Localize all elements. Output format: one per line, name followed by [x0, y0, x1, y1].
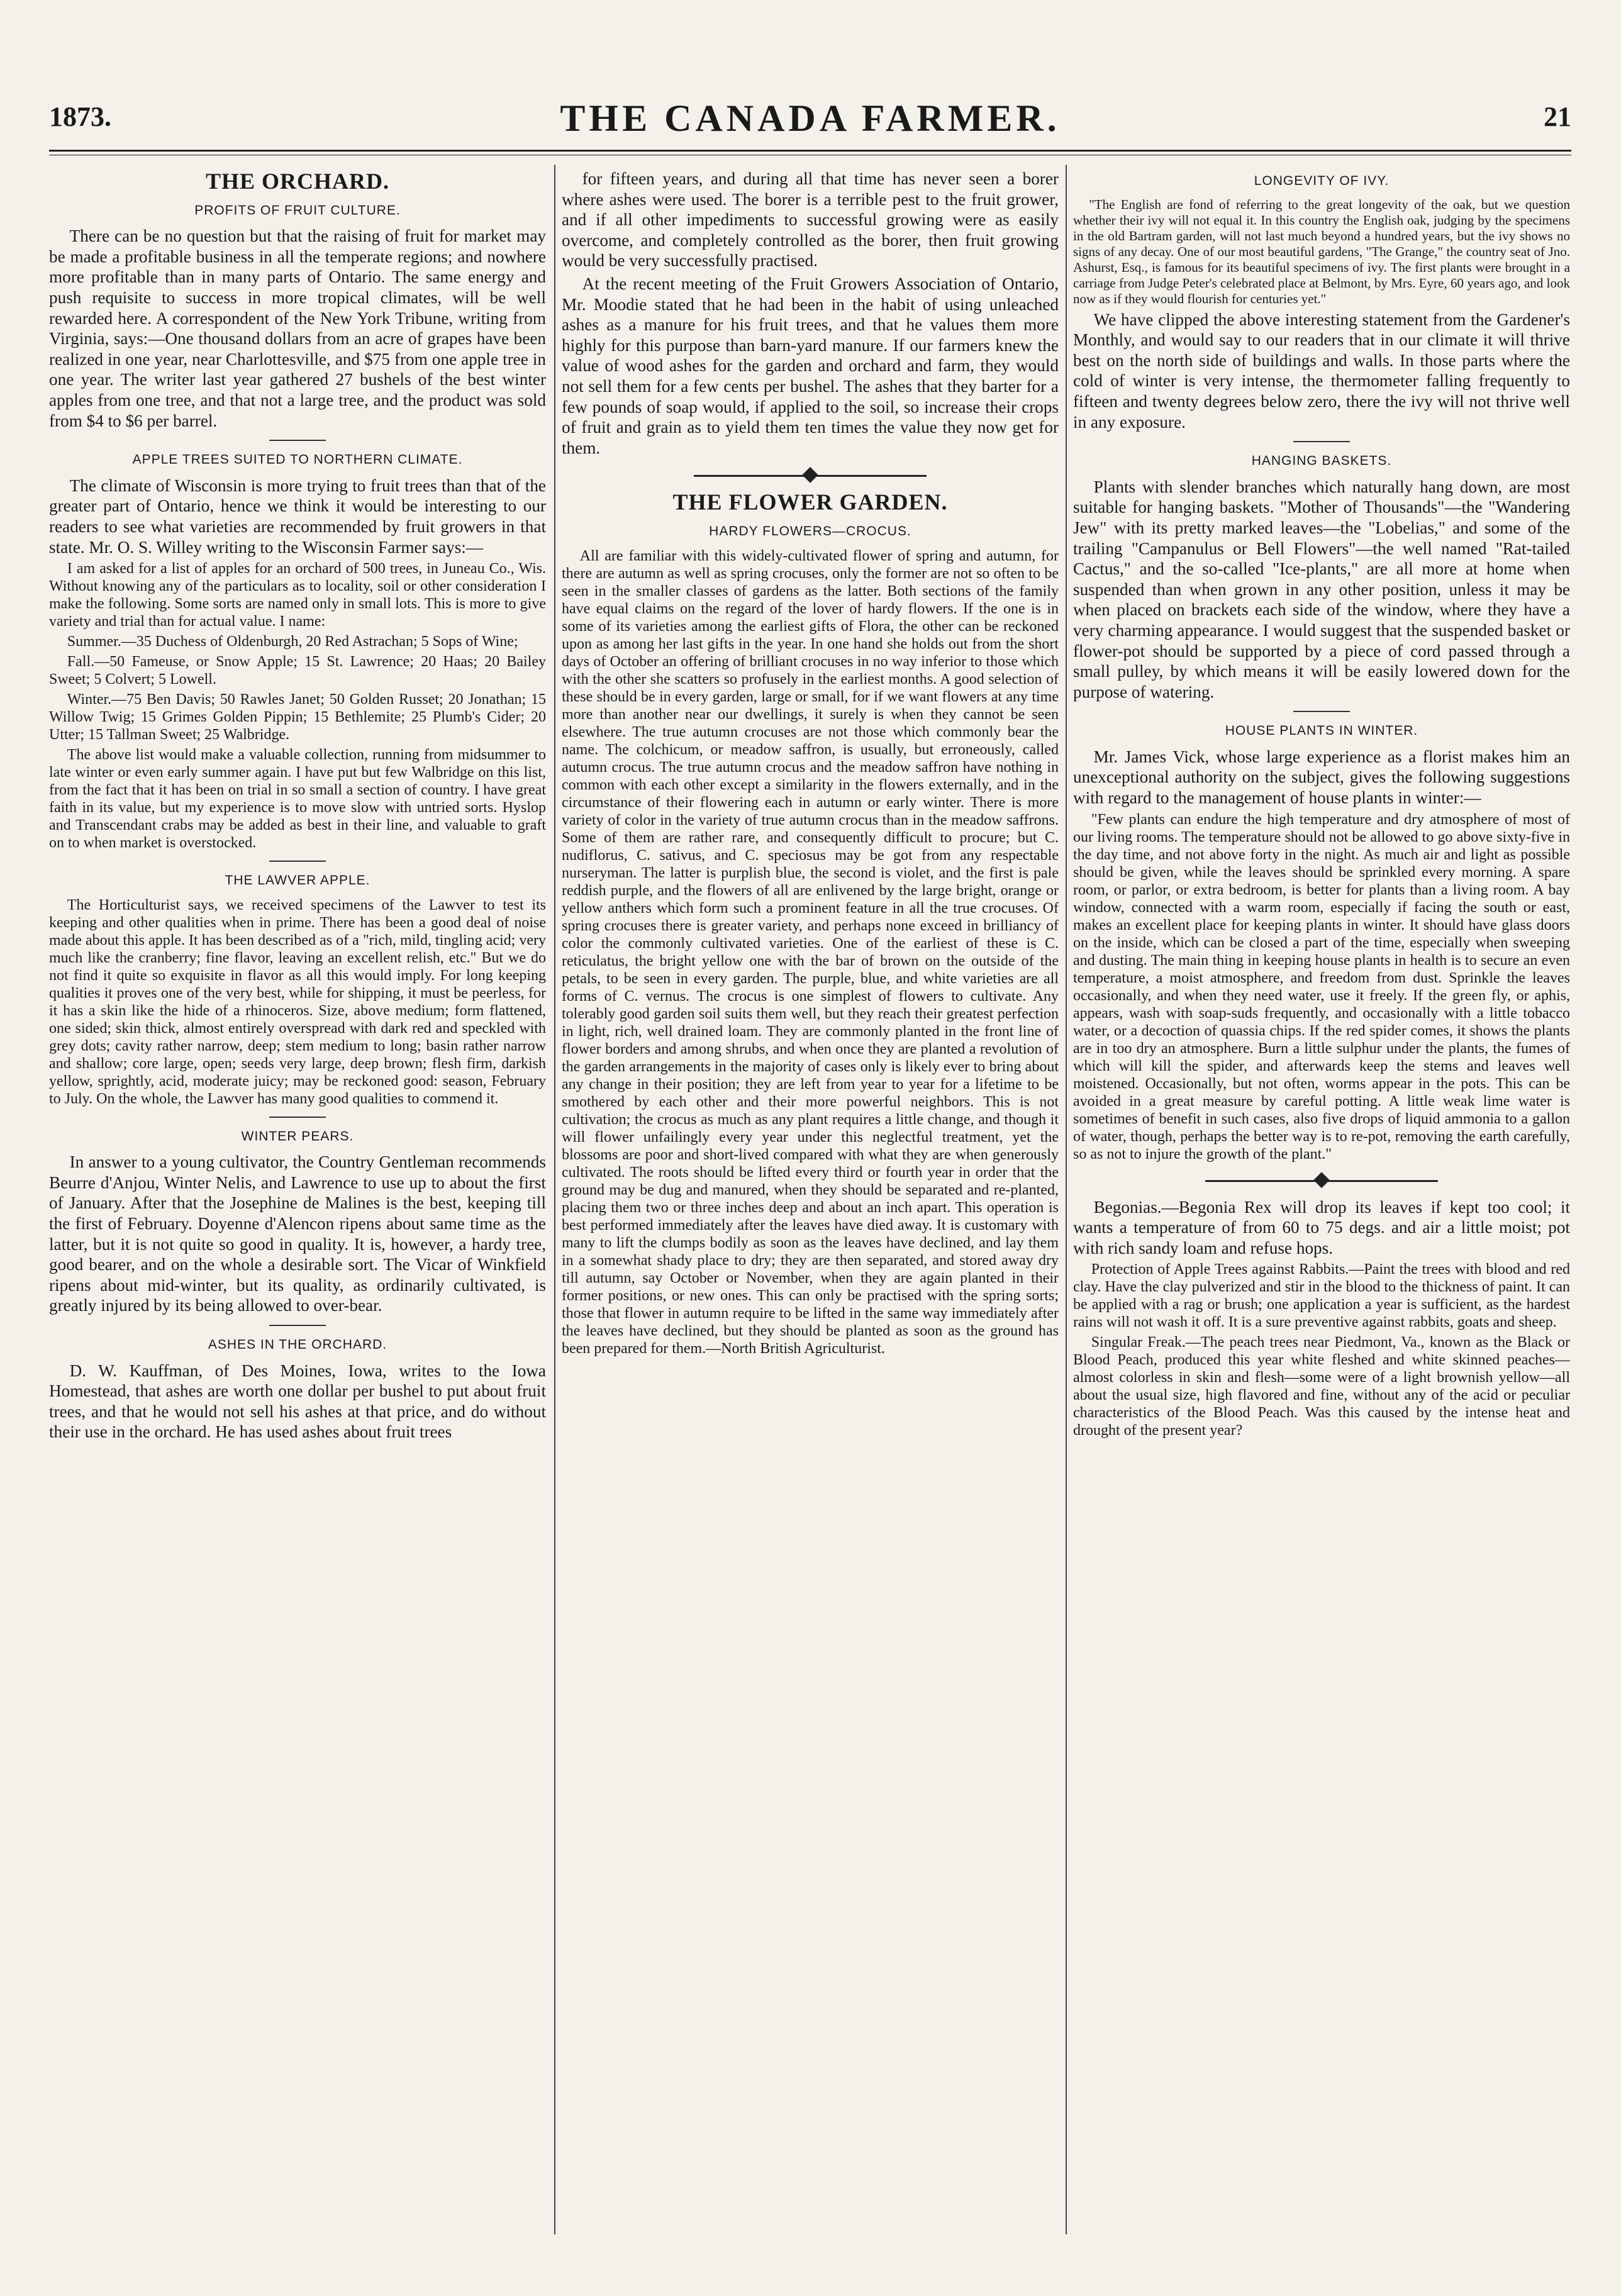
article-paragraph: Protection of Apple Trees against Rabbits.—Paint the trees with blood and red clay. Have the clay pulverized and stir in the blood to the thickness of paint. It can be applied with a rag or brush; one application a year is sufficient, as the hardest rains will not wash it off. It is a sure preventive against rabbits, goats and sheep. — [1073, 1261, 1570, 1331]
article-paragraph: The above list would make a valuable collection, running from midsummer to late winter or even early summer again. I have put but few Walbridge on this list, from the fact that it has been on trial in so small a section of country. I have great faith in its value, but my experience is to move slow with untried sorts. Hyslop and Transcendant crabs may be added as best in their line, and valuable to graft on to when market is overstocked. — [49, 747, 546, 852]
article-paragraph: D. W. Kauffman, of Des Moines, Iowa, writes to the Iowa Homestead, that ashes are worth one dollar per bushel to put about fruit trees, and that he would not sell his ashes at that price, and do without their use in the orchard. He has used ashes about fruit trees — [49, 1361, 546, 1442]
header-rule — [49, 150, 1571, 152]
article-heading: HANGING BASKETS. — [1251, 454, 1392, 469]
article-heading: APPLE TREES SUITED TO NORTHERN CLIMATE. — [132, 452, 463, 467]
page-number: 21 — [1544, 101, 1571, 132]
separator — [269, 440, 326, 441]
separator — [269, 1325, 326, 1326]
separator — [269, 1117, 326, 1118]
column-divider — [554, 165, 555, 2234]
variety-list-fall: Fall.—50 Fameuse, or Snow Apple; 15 St. Lawrence; 20 Haas; 20 Bailey Sweet; 5 Colvert; 5 Lowell. — [49, 654, 546, 688]
article-heading: WINTER PEARS. — [241, 1128, 354, 1144]
article-paragraph: In answer to a young cultivator, the Country Gentleman recommends Beurre d'Anjou, Winter Nelis, and Lawrence to use up to about the first of January. After that the Josephine de Malines is the best, keeping till the first of February. Doyenne d'Alencon ripens about same time as the latter, but it is not quite so good in quality. It is, however, a hardy tree, good bearer, and on the whole a desirable sort. The Vicar of Winkfield ripens about mid-winter, but its quality, as ordinarily cultivated, is greatly injured by its being allowed to over-bear. — [49, 1152, 546, 1315]
article-paragraph: for fifteen years, and during all that time has never seen a borer where ashes were used. The borer is a terrible pest to the fruit grower, and if all other impediments to successful growing were as easily overcome, and completely controlled as the borer, then fruit growing would be very successfully practised. — [562, 169, 1059, 270]
section-title-orchard: THE ORCHARD. — [205, 169, 390, 194]
article-paragraph: There can be no question but that the raising of fruit for market may be made a profitable business in all the temperate regions; and nowhere more profitable than in many parts of Ontario. The same energy and push requisite to success in more tropical climates, will be well rewarded here. A correspondent of the New York Tribune, writing from Virginia, says:—One thousand dollars from an acre of grapes have been realized in one year, near Charlottesville, and $75 from one apple tree in one year. The writer last year gathered 27 bushels of the best winter apples from one tree, and that not a large tree, and the product was sold from $4 to $6 per barrel. — [49, 226, 546, 430]
header-year: 1873. — [49, 101, 111, 132]
separator — [269, 861, 326, 862]
variety-list-summer: Summer.—35 Duchess of Oldenburgh, 20 Red Astrachan; 5 Sops of Wine; — [67, 633, 518, 650]
separator — [1293, 711, 1350, 712]
article-heading: PROFITS OF FRUIT CULTURE. — [194, 203, 401, 218]
article-heading: THE LAWVER APPLE. — [225, 873, 370, 888]
column-1 — [49, 169, 546, 2244]
article-paragraph: Plants with slender branches which naturally hang down, are most suitable for hanging baskets. "Mother of Thousands"—the "Wandering Jew" with its pretty marked leaves—the "Lobelias," and some of the trailing "Campanulus or Bell Flowers"—the well named "Rat-tailed Cactus," and the so-called "Ice-plants," are all more at home when suspended than when grown in any other position, unless it may be when placed on brackets each side of the window, where they have a very charming appearance. I would suggest that the suspended basket or flower-pot should be supported by a piece of cord passed through a small pulley, by which means it will be easily lowered down for the purpose of watering. — [1073, 477, 1570, 701]
masthead-title: THE CANADA FARMER. — [560, 98, 1061, 139]
variety-list-winter: Winter.—75 Ben Davis; 50 Rawles Janet; 50 Golden Russet; 20 Jonathan; 15 Willow Twig; 15 Grimes Golden Pippin; 15 Bethlemite; 25 Plumb's Cider; 20 Utter; 15 Tallman Sweet; 25 Walbridge. — [49, 691, 546, 744]
article-paragraph: At the recent meeting of the Fruit Growers Association of Ontario, Mr. Moodie stated that he had been in the habit of using unleached ashes as a manure for his fruit trees, and that he values them more highly for this purpose than barn-yard manure. If our farmers knew the value of wood ashes for the garden and orchard and farm, they would not sell them for a few cents per bushel. The ashes that they barter for a few pounds of soap would, if applied to the soil, so increase their crops of fruit and grain as to yield them ten times the value they now get for them. — [562, 274, 1059, 457]
article-paragraph: The climate of Wisconsin is more trying to fruit trees than that of the greater part of Ontario, hence we think it would be interesting to our readers to see what varieties are recommended by fruit growers in that state. Mr. O. S. Willey writing to the Wisconsin Farmer says:— — [49, 476, 546, 557]
section-title-flower-garden: THE FLOWER GARDEN. — [672, 489, 948, 515]
column-2 — [562, 169, 1059, 2244]
page-header — [49, 98, 1571, 151]
article-paragraph: Begonias.—Begonia Rex will drop its leaves if kept too cool; it wants a temperature of from 60 to 75 degs. and air a little moist; pot with rich sandy loam and refuse hops. — [1073, 1197, 1570, 1257]
ornamental-divider — [562, 469, 1059, 482]
separator — [1293, 441, 1350, 442]
article-heading: HARDY FLOWERS—CROCUS. — [709, 523, 911, 538]
article-paragraph: Singular Freak.—The peach trees near Piedmont, Va., known as the Black or Blood Peach, produced this year white fleshed and white skinned peaches—almost colorless in skin and flesh—some were of a light brownish yellow—all about the usual size, high flavored and fine, without any of the acid or peculiar characteristics of the Blood Peach. Was this caused by the intense heat and drought of the present year? — [1073, 1334, 1570, 1439]
column-3 — [1073, 169, 1570, 2244]
quoted-passage: "The English are fond of referring to the great longevity of the oak, but we question whether their ivy will not equal it. In this country the English oak, judging by the specimens in the old Bartram garden, will not last much beyond a hundred years, but the ivy shows no signs of any decay. One of our most beautiful gardens, "The Grange," the country seat of Jno. Ashurst, Esq., is famous for its beautiful specimens of ivy. The first plants were brought in a carriage from Judge Peter's celebrated place at Belmont, by Mrs. Eyre, 60 years ago, and look now as if they would flourish for centuries yet." — [1073, 196, 1570, 306]
article-paragraph: We have clipped the above interesting statement from the Gardener's Monthly, and would say to our readers that in our climate it will thrive best on the north side of buildings and walls. In those parts where the cold of winter is very intense, the thermometer falling frequently to fifteen and twenty degrees below zero, there the ivy will not thrive well in any exposure. — [1073, 309, 1570, 432]
article-heading: ASHES IN THE ORCHARD. — [208, 1337, 387, 1352]
article-paragraph: The Horticulturist says, we received specimens of the Lawver to test its keeping and other qualities when in prime. There has been a good deal of noise made about this apple. It has been described as of a "rich, mild, tingling acid; very much like the cranberry; fine flavor, leaving an excellent relish, etc." But we do not find it quite so exquisite in flavor as all this would imply. For long keeping qualities it proves one of the very best, while for shipping, it must be peerless, for it has a skin like the hide of a rhinoceros. Size, above medium; form flattened, one sided; skin thick, almost entirely overspread with dark red and speckled with grey dots; cavity rather narrow, deep; stem medium to long; basin rather narrow and shallow; core large, open; seeds very large, deep brown; flesh firm, darkish yellow, sprightly, acid, moderate juicy; may be reckoned good: season, February to July. On the whole, the Lawver has many good qualities to commend it. — [49, 896, 546, 1107]
article-heading: LONGEVITY OF IVY. — [1254, 174, 1390, 188]
article-paragraph: All are familiar with this widely-cultivated flower of spring and autumn, for there are autumn as well as spring crocuses, only the former are not so often to be seen in the smaller classes of gardens as the latter. Both sections of the family have equal claims on the regard of the lover of hardy flowers. If the one is in some of its varieties among the earliest gifts of Flora, the other can be reckoned upon as among her last gifts in the year. In one hand she holds out from the short days of October an offering of brilliant crocuses in no way inferior to those which with the other she scatters so profusely in the earliest months. A good selection of these should be in every garden, large or small, for if we want flowers at any time more than another near our dwellings, it surely is when they cannot be seen elsewhere. The true autumn crocuses are not those which commonly bear the name. The colchicum, or meadow saffron, is usually, but erroneously, called autumn crocus. The true autumn crocus and the meadow saffron have nothing in common with each other except a similarity in the flowers externally, and in the circumstance of their flowering each in autumn or early winter. There is more variety of color in the variety of true autumn crocus than in the meadow saffrons. Some of them are rather rare, and consequently difficult to procure; but C. nudiflorus, C. sativus, and C. speciosus may be got from any respectable nurseryman. The latter is purplish blue, the second is violet, and the first is pale reddish purple, and the flowers of all are enlivened by the large bright, orange or yellow anthers which form such a prominent feature in all the true crocuses. Of spring crocuses there is greater variety, and perhaps none exceed in brilliancy of color the commonly cultivated varieties. One of the earliest of these is C. reticulatus, the bright yellow one with the bar of brown on the outside of the petals, to be seen in every garden. The purple, blue, and white varieties are all forms of C. vernus. The crocus is one simplest of flowers to cultivate. Any tolerably good garden soil suits them well, but they reach their greatest perfection in light, rich, well drained loam. They are commonly planted in the front line of flower borders and among shrubs, and when once they are planted a revolution of the garden arrangements in the majority of cases only is likely ever to bring about any change in their position; they are left from year to year for a lifetime to be smothered by each other and their more powerful neighbors. This is not cultivation; the crocus as much as any plant requires a little change, and though it will flower unfailingly every year under this neglectful treatment, yet the blossoms are poor and short-lived compared with what they are when generously cultivated. The roots should be lifted every third or fourth year in order that the ground may be dug and manured, when they should be separated and re-planted, placing them two or three inches deep and about an inch apart. This operation is best performed immediately after the leaves have died away. It is customary with many to lift the clumps bodily as soon as the leaves have declined, and lay them in a somewhat shady place to dry; they are then separated, and stored away dry till autumn, say October or November, when they are again planted in their former positions, or new ones. This can only be practised with the spring sorts; those that flower in autumn require to be lifted in the same way immediately after the leaves have declined, but they should be planted as soon as the ground has been prepared for them.—North British Agriculturist. — [562, 547, 1059, 1357]
quoted-passage: "Few plants can endure the high temperature and dry atmosphere of most of our living rooms. The temperature should not be allowed to go above sixty-five in the day time, and not above forty in the night. As much air and light as possible should be given, while the leaves should be sprinkled every morning. A spare room, or parlor, or extra bedroom, is better for plants than a living room. A bay window, connected with a warm room, especially if facing the south or east, makes an excellent place for keeping plants in winter. It should have glass doors on the inside, which can be closed a part of the time, especially when sweeping and dusting. The main thing in keeping house plants in health is to secure an even temperature, a moist atmosphere, and freedom from dust. Sprinkle the leaves occasionally, and when they need water, use it freely. If the green fly, or aphis, appears, wash with soap-suds frequently, and occasionally with a little tobacco water, or a decoction of quassia chips. If the red spider comes, it shows the plants are in too dry an atmosphere. Burn a little sulphur under the plants, the fumes of which will kill the spider, and afterwards keep the stems and leaves well moistened. Occasionally, but not often, worms appear in the pots. This can be avoided in a great measure by careful potting. A little weak lime water is sometimes of benefit in such cases, also five drops of liquid ammonia to a gallon of water, though, perhaps the better way is to re-pot, removing the earth carefully, so as not to injure the growth of the plant." — [1073, 811, 1570, 1162]
column-divider — [1066, 165, 1067, 2234]
article-paragraph: I am asked for a list of apples for an orchard of 500 trees, in Juneau Co., Wis. Without knowing any of the particulars as to locality, soil or other consideration I make the following. Some sorts are named only in small lots. This is more to give variety and trial than for actual value. I name: — [49, 560, 546, 630]
ornamental-divider — [1073, 1174, 1570, 1187]
article-heading: HOUSE PLANTS IN WINTER. — [1225, 723, 1418, 738]
article-paragraph: Mr. James Vick, whose large experience as a florist makes him an unexceptional authority on the subject, gives the following suggestions with regard to the management of house plants in winter:— — [1073, 747, 1570, 808]
